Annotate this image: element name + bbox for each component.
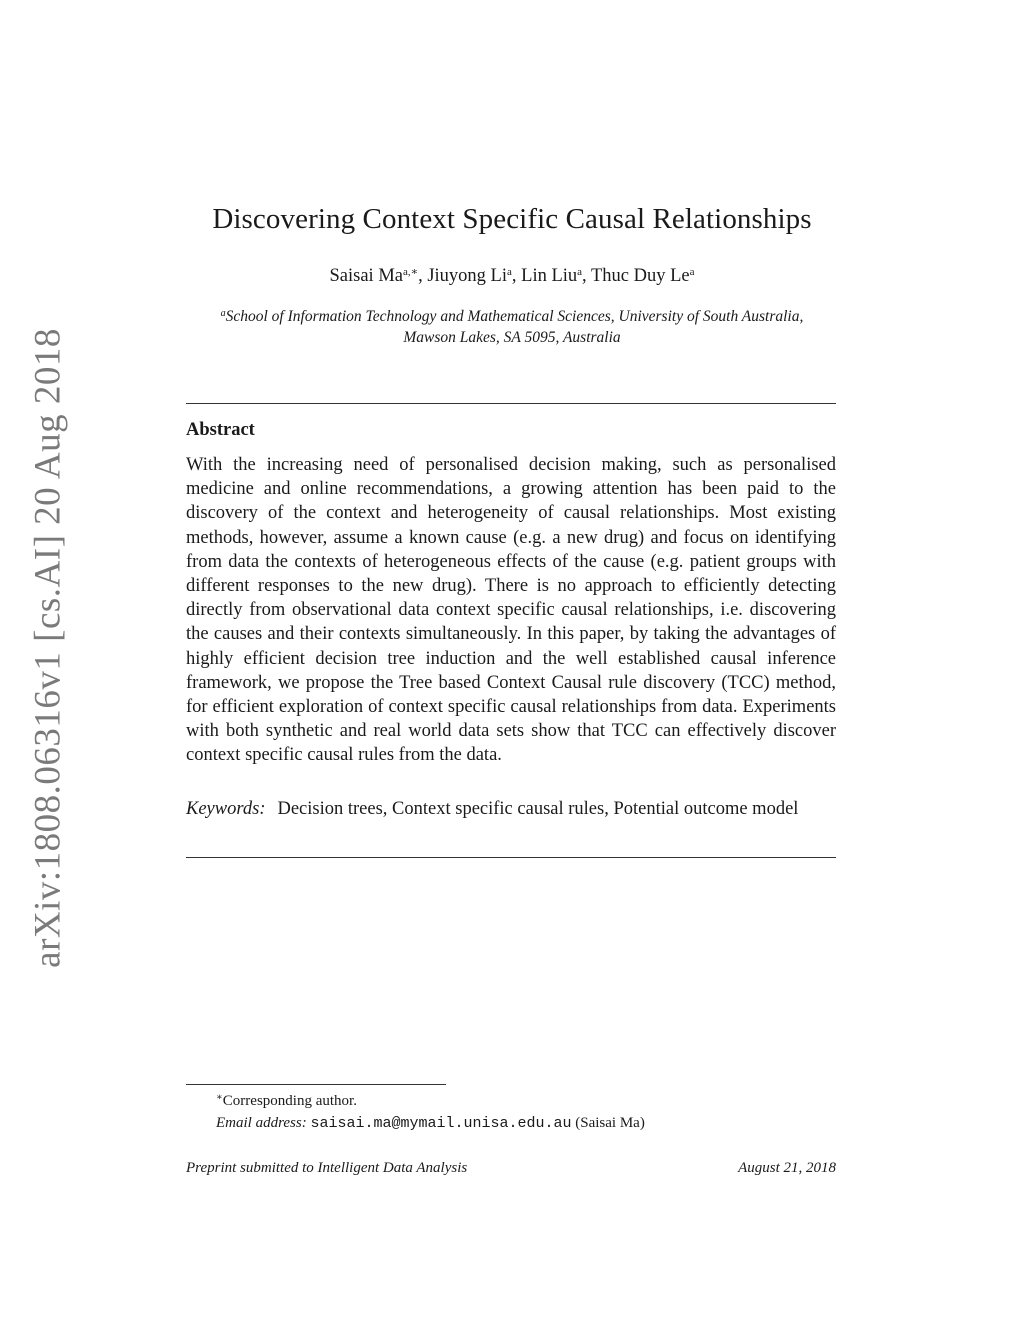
email-owner: (Saisai Ma) — [575, 1115, 645, 1131]
abstract-heading: Abstract — [186, 420, 255, 440]
keywords-label: Keywords: — [186, 799, 266, 819]
abstract-bottom-rule — [186, 857, 836, 858]
preprint-date: August 21, 2018 — [738, 1160, 836, 1176]
abstract-top-rule — [186, 403, 836, 404]
footnote-rule — [186, 1084, 446, 1085]
affiliation-mark: a — [220, 308, 226, 319]
email-note — [216, 1112, 645, 1135]
footnote — [216, 1090, 645, 1135]
preprint-footer — [186, 1160, 836, 1177]
affiliation-line-1: School of Information Technology and Mathematical Sciences, University of South Australia, — [225, 308, 804, 325]
email-label: Email address: — [216, 1115, 307, 1131]
author: Jiuyong Li$^a$, — [427, 266, 522, 286]
author: Thuc Duy Le$^a$ — [590, 266, 695, 286]
email-address[interactable]: saisai.ma@mymail.unisa.edu.au — [310, 1115, 572, 1132]
keywords-text: Decision trees, Context specific causal rules, Potential outcome model — [277, 799, 799, 819]
abstract-text: With the increasing need of personalised decision making, such as personalised medicine and online recommendations, a growing attention has been paid to the discovery of the context and heterogeneity of causal relationships. Most existing methods, however, assume a known cause (e.g. a new drug) and focus on identifying from data the contexts of heterogeneous effects of the cause (e.g. patient groups with different responses to the new drug). There is no approach to efficiently detecting directly from observational data context specific causal relationships, i.e. discovering the causes and their contexts simultaneously. In this paper, by taking the advantages of highly efficient decision tree induction and the well established causal inference framework, we propose the Tree based Context Causal rule discovery (TCC) method, for efficient exploration of context specific causal relationships from data. Experiments with both synthetic and real world data sets show that TCC can effectively discover context specific causal rules from the data. — [186, 455, 836, 766]
author: Lin Liu$^a$, — [521, 266, 591, 286]
corresponding-author-note: ∗Corresponding author. — [216, 1092, 357, 1109]
keywords — [186, 797, 836, 822]
paper-title: Discovering Context Specific Causal Relationships — [212, 203, 812, 235]
affiliation-line-2: Mawson Lakes, SA 5095, Australia — [403, 329, 621, 346]
author: Saisai $Ma^{a,∗}$, — [329, 266, 428, 286]
author-list — [0, 266, 1024, 287]
preprint-venue: Preprint submitted to Intelligent Data Analysis — [186, 1160, 468, 1176]
affiliation — [160, 306, 864, 348]
arxiv-id: arXiv:1808.06316v1 [cs.AI] 20 Aug 2018 — [27, 328, 69, 968]
